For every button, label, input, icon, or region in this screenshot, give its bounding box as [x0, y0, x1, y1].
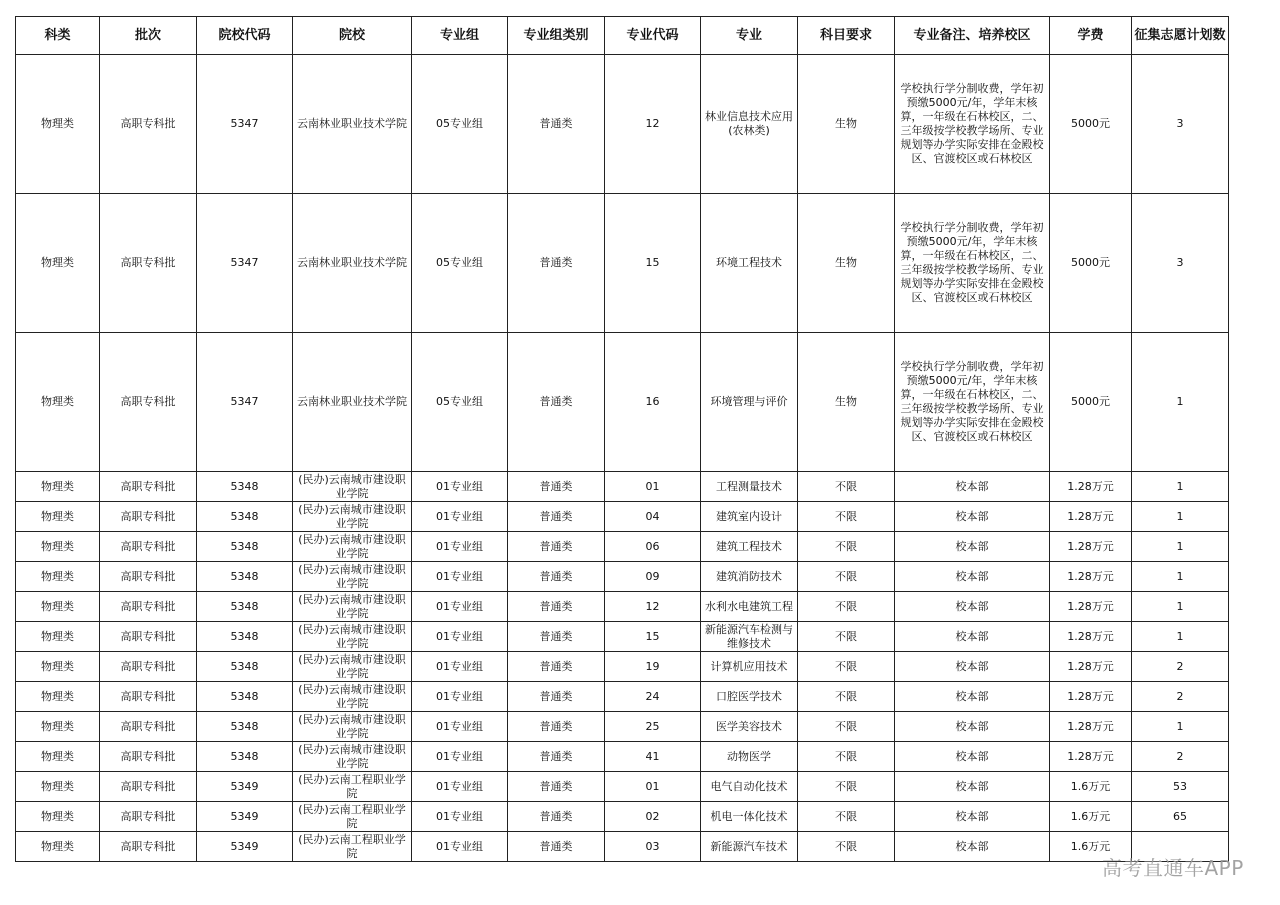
tuition-cell: 1.28万元 — [1050, 742, 1132, 772]
major-cell: 林业信息技术应用(农林类) — [701, 55, 798, 194]
subject-category-cell: 物理类 — [16, 55, 100, 194]
batch-cell: 高职专科批 — [100, 682, 197, 712]
major-cell: 计算机应用技术 — [701, 652, 798, 682]
school-code-cell: 5349 — [197, 832, 293, 862]
group-type-cell: 普通类 — [508, 802, 605, 832]
plan-count-cell: 65 — [1132, 802, 1229, 832]
major-cell: 环境工程技术 — [701, 194, 798, 333]
major-cell: 新能源汽车技术 — [701, 832, 798, 862]
remarks-campus-cell: 学校执行学分制收费，学年初预缴5000元/年，学年末核算，一年级在石林校区，二、三年级按学校教学场所、专业规划等办学实际安排在金殿校区、官渡校区或石林校区 — [895, 194, 1050, 333]
major-cell: 环境管理与评价 — [701, 333, 798, 472]
subject-category-cell: 物理类 — [16, 333, 100, 472]
subject-category-cell: 物理类 — [16, 712, 100, 742]
tuition-cell: 1.28万元 — [1050, 622, 1132, 652]
tuition-cell: 1.28万元 — [1050, 652, 1132, 682]
school-code-cell: 5348 — [197, 502, 293, 532]
major-code-cell: 19 — [605, 652, 701, 682]
school-code-cell: 5348 — [197, 562, 293, 592]
remarks-campus-cell: 学校执行学分制收费，学年初预缴5000元/年，学年末核算，一年级在石林校区，二、三年级按学校教学场所、专业规划等办学实际安排在金殿校区、官渡校区或石林校区 — [895, 55, 1050, 194]
major-group-cell: 01专业组 — [412, 562, 508, 592]
tuition-cell: 1.28万元 — [1050, 712, 1132, 742]
school-code-cell: 5349 — [197, 802, 293, 832]
subject-requirement-cell: 不限 — [798, 712, 895, 742]
table-row — [16, 652, 1229, 682]
remarks-campus-cell: 校本部 — [895, 832, 1050, 862]
tuition-cell: 1.28万元 — [1050, 532, 1132, 562]
school-code-cell: 5348 — [197, 622, 293, 652]
major-group-cell: 01专业组 — [412, 502, 508, 532]
remarks-campus-cell: 校本部 — [895, 802, 1050, 832]
group-type-cell: 普通类 — [508, 652, 605, 682]
enrollment-plan-table — [15, 16, 1229, 862]
table-row — [16, 333, 1229, 472]
table-row — [16, 592, 1229, 622]
subject-category-cell: 物理类 — [16, 772, 100, 802]
remarks-campus-cell: 校本部 — [895, 592, 1050, 622]
col-batch-header: 批次 — [100, 17, 197, 55]
col-school-code-header: 院校代码 — [197, 17, 293, 55]
remarks-campus-cell: 校本部 — [895, 742, 1050, 772]
group-type-cell: 普通类 — [508, 562, 605, 592]
major-code-cell: 01 — [605, 472, 701, 502]
remarks-campus-cell: 校本部 — [895, 652, 1050, 682]
school-cell: (民办)云南城市建设职业学院 — [293, 562, 412, 592]
remarks-campus-cell: 校本部 — [895, 562, 1050, 592]
remarks-campus-cell: 学校执行学分制收费，学年初预缴5000元/年，学年末核算，一年级在石林校区，二、三年级按学校教学场所、专业规划等办学实际安排在金殿校区、官渡校区或石林校区 — [895, 333, 1050, 472]
batch-cell: 高职专科批 — [100, 802, 197, 832]
school-cell: 云南林业职业技术学院 — [293, 194, 412, 333]
subject-requirement-cell: 不限 — [798, 802, 895, 832]
major-cell: 动物医学 — [701, 742, 798, 772]
group-type-cell: 普通类 — [508, 194, 605, 333]
major-code-cell: 03 — [605, 832, 701, 862]
subject-requirement-cell: 生物 — [798, 55, 895, 194]
school-code-cell: 5349 — [197, 772, 293, 802]
subject-category-cell: 物理类 — [16, 502, 100, 532]
table-row — [16, 194, 1229, 333]
batch-cell: 高职专科批 — [100, 592, 197, 622]
remarks-campus-cell: 校本部 — [895, 682, 1050, 712]
major-group-cell: 01专业组 — [412, 472, 508, 502]
table-row — [16, 472, 1229, 502]
major-group-cell: 01专业组 — [412, 652, 508, 682]
school-cell: (民办)云南工程职业学院 — [293, 802, 412, 832]
group-type-cell: 普通类 — [508, 472, 605, 502]
major-code-cell: 41 — [605, 742, 701, 772]
remarks-campus-cell: 校本部 — [895, 712, 1050, 742]
tuition-cell: 1.6万元 — [1050, 802, 1132, 832]
major-code-cell: 04 — [605, 502, 701, 532]
group-type-cell: 普通类 — [508, 532, 605, 562]
col-subject-requirement-header: 科目要求 — [798, 17, 895, 55]
major-cell: 医学美容技术 — [701, 712, 798, 742]
major-group-cell: 01专业组 — [412, 532, 508, 562]
school-code-cell: 5348 — [197, 652, 293, 682]
school-cell: (民办)云南工程职业学院 — [293, 832, 412, 862]
group-type-cell: 普通类 — [508, 502, 605, 532]
batch-cell: 高职专科批 — [100, 562, 197, 592]
subject-requirement-cell: 不限 — [798, 682, 895, 712]
tuition-cell: 1.28万元 — [1050, 502, 1132, 532]
remarks-campus-cell: 校本部 — [895, 622, 1050, 652]
school-cell: 云南林业职业技术学院 — [293, 55, 412, 194]
col-tuition-header: 学费 — [1050, 17, 1132, 55]
table-row — [16, 802, 1229, 832]
major-code-cell: 15 — [605, 194, 701, 333]
col-major-group-header: 专业组 — [412, 17, 508, 55]
major-cell: 新能源汽车检测与维修技术 — [701, 622, 798, 652]
major-cell: 电气自动化技术 — [701, 772, 798, 802]
school-cell: (民办)云南城市建设职业学院 — [293, 652, 412, 682]
batch-cell: 高职专科批 — [100, 622, 197, 652]
tuition-cell: 5000元 — [1050, 333, 1132, 472]
batch-cell: 高职专科批 — [100, 742, 197, 772]
subject-category-cell: 物理类 — [16, 622, 100, 652]
major-group-cell: 01专业组 — [412, 622, 508, 652]
major-group-cell: 05专业组 — [412, 194, 508, 333]
school-code-cell: 5348 — [197, 532, 293, 562]
tuition-cell: 1.6万元 — [1050, 772, 1132, 802]
header-row — [16, 17, 1229, 55]
school-cell: (民办)云南城市建设职业学院 — [293, 622, 412, 652]
plan-count-cell: 1 — [1132, 592, 1229, 622]
col-remarks-campus-header: 专业备注、培养校区 — [895, 17, 1050, 55]
plan-count-cell: 2 — [1132, 682, 1229, 712]
subject-category-cell: 物理类 — [16, 562, 100, 592]
batch-cell: 高职专科批 — [100, 333, 197, 472]
group-type-cell: 普通类 — [508, 622, 605, 652]
batch-cell: 高职专科批 — [100, 194, 197, 333]
subject-category-cell: 物理类 — [16, 194, 100, 333]
major-group-cell: 01专业组 — [412, 832, 508, 862]
group-type-cell: 普通类 — [508, 742, 605, 772]
school-cell: (民办)云南城市建设职业学院 — [293, 742, 412, 772]
major-group-cell: 01专业组 — [412, 772, 508, 802]
table-row — [16, 502, 1229, 532]
remarks-campus-cell: 校本部 — [895, 532, 1050, 562]
plan-count-cell: 3 — [1132, 55, 1229, 194]
plan-count-cell: 1 — [1132, 333, 1229, 472]
tuition-cell: 1.28万元 — [1050, 472, 1132, 502]
major-code-cell: 01 — [605, 772, 701, 802]
school-code-cell: 5347 — [197, 194, 293, 333]
school-cell: (民办)云南城市建设职业学院 — [293, 502, 412, 532]
subject-requirement-cell: 不限 — [798, 622, 895, 652]
subject-requirement-cell: 不限 — [798, 562, 895, 592]
school-cell: (民办)云南城市建设职业学院 — [293, 532, 412, 562]
remarks-campus-cell: 校本部 — [895, 472, 1050, 502]
subject-requirement-cell: 不限 — [798, 592, 895, 622]
tuition-cell: 1.28万元 — [1050, 562, 1132, 592]
table-row — [16, 772, 1229, 802]
group-type-cell: 普通类 — [508, 55, 605, 194]
table-body — [16, 55, 1229, 862]
col-subject-category-header: 科类 — [16, 17, 100, 55]
batch-cell: 高职专科批 — [100, 55, 197, 194]
table-row — [16, 742, 1229, 772]
col-major-header: 专业 — [701, 17, 798, 55]
major-group-cell: 01专业组 — [412, 742, 508, 772]
major-code-cell: 25 — [605, 712, 701, 742]
col-school-header: 院校 — [293, 17, 412, 55]
table-row — [16, 562, 1229, 592]
school-cell: 云南林业职业技术学院 — [293, 333, 412, 472]
major-cell: 建筑消防技术 — [701, 562, 798, 592]
major-cell: 口腔医学技术 — [701, 682, 798, 712]
major-code-cell: 09 — [605, 562, 701, 592]
table-row — [16, 832, 1229, 862]
major-code-cell: 12 — [605, 55, 701, 194]
school-code-cell: 5348 — [197, 712, 293, 742]
plan-count-cell: 3 — [1132, 194, 1229, 333]
subject-category-cell: 物理类 — [16, 472, 100, 502]
subject-requirement-cell: 生物 — [798, 194, 895, 333]
school-code-cell: 5348 — [197, 682, 293, 712]
batch-cell: 高职专科批 — [100, 712, 197, 742]
group-type-cell: 普通类 — [508, 832, 605, 862]
batch-cell: 高职专科批 — [100, 652, 197, 682]
watermark: 高考直通车APP — [1102, 856, 1244, 880]
tuition-cell: 1.28万元 — [1050, 682, 1132, 712]
group-type-cell: 普通类 — [508, 592, 605, 622]
subject-requirement-cell: 不限 — [798, 772, 895, 802]
major-cell: 水利水电建筑工程 — [701, 592, 798, 622]
subject-requirement-cell: 生物 — [798, 333, 895, 472]
school-code-cell: 5348 — [197, 592, 293, 622]
major-cell: 建筑工程技术 — [701, 532, 798, 562]
school-code-cell: 5347 — [197, 333, 293, 472]
table-row — [16, 532, 1229, 562]
group-type-cell: 普通类 — [508, 333, 605, 472]
remarks-campus-cell: 校本部 — [895, 772, 1050, 802]
plan-count-cell: 1 — [1132, 502, 1229, 532]
major-code-cell: 02 — [605, 802, 701, 832]
school-code-cell: 5348 — [197, 742, 293, 772]
school-cell: (民办)云南城市建设职业学院 — [293, 682, 412, 712]
school-code-cell: 5347 — [197, 55, 293, 194]
major-code-cell: 15 — [605, 622, 701, 652]
major-group-cell: 05专业组 — [412, 55, 508, 194]
subject-category-cell: 物理类 — [16, 532, 100, 562]
remarks-campus-cell: 校本部 — [895, 502, 1050, 532]
group-type-cell: 普通类 — [508, 682, 605, 712]
major-code-cell: 12 — [605, 592, 701, 622]
batch-cell: 高职专科批 — [100, 472, 197, 502]
school-cell: (民办)云南工程职业学院 — [293, 772, 412, 802]
plan-count-cell: 1 — [1132, 532, 1229, 562]
subject-category-cell: 物理类 — [16, 652, 100, 682]
plan-count-cell: 1 — [1132, 712, 1229, 742]
subject-category-cell: 物理类 — [16, 682, 100, 712]
school-cell: (民办)云南城市建设职业学院 — [293, 592, 412, 622]
major-code-cell: 16 — [605, 333, 701, 472]
batch-cell: 高职专科批 — [100, 832, 197, 862]
major-group-cell: 01专业组 — [412, 802, 508, 832]
group-type-cell: 普通类 — [508, 772, 605, 802]
subject-requirement-cell: 不限 — [798, 742, 895, 772]
subject-requirement-cell: 不限 — [798, 652, 895, 682]
table-header — [16, 17, 1229, 55]
school-code-cell: 5348 — [197, 472, 293, 502]
table-row — [16, 622, 1229, 652]
major-group-cell: 01专业组 — [412, 712, 508, 742]
subject-requirement-cell: 不限 — [798, 832, 895, 862]
tuition-cell: 1.6万元 — [1050, 832, 1132, 862]
major-cell: 建筑室内设计 — [701, 502, 798, 532]
tuition-cell: 5000元 — [1050, 194, 1132, 333]
plan-count-cell: 2 — [1132, 742, 1229, 772]
subject-category-cell: 物理类 — [16, 802, 100, 832]
major-code-cell: 24 — [605, 682, 701, 712]
batch-cell: 高职专科批 — [100, 772, 197, 802]
plan-count-cell: 1 — [1132, 562, 1229, 592]
tuition-cell: 1.28万元 — [1050, 592, 1132, 622]
subject-requirement-cell: 不限 — [798, 472, 895, 502]
col-group-type-header: 专业组类别 — [508, 17, 605, 55]
col-plan-count-header: 征集志愿计划数 — [1132, 17, 1229, 55]
major-cell: 工程测量技术 — [701, 472, 798, 502]
plan-count-cell: 1 — [1132, 472, 1229, 502]
major-group-cell: 05专业组 — [412, 333, 508, 472]
subject-requirement-cell: 不限 — [798, 502, 895, 532]
major-group-cell: 01专业组 — [412, 592, 508, 622]
table-row — [16, 712, 1229, 742]
plan-count-cell: 53 — [1132, 772, 1229, 802]
subject-category-cell: 物理类 — [16, 742, 100, 772]
batch-cell: 高职专科批 — [100, 532, 197, 562]
tuition-cell: 5000元 — [1050, 55, 1132, 194]
major-group-cell: 01专业组 — [412, 682, 508, 712]
table-row — [16, 682, 1229, 712]
subject-requirement-cell: 不限 — [798, 532, 895, 562]
school-cell: (民办)云南城市建设职业学院 — [293, 472, 412, 502]
major-code-cell: 06 — [605, 532, 701, 562]
subject-category-cell: 物理类 — [16, 592, 100, 622]
major-cell: 机电一体化技术 — [701, 802, 798, 832]
subject-category-cell: 物理类 — [16, 832, 100, 862]
batch-cell: 高职专科批 — [100, 502, 197, 532]
col-major-code-header: 专业代码 — [605, 17, 701, 55]
table-row — [16, 55, 1229, 194]
plan-count-cell: 1 — [1132, 622, 1229, 652]
group-type-cell: 普通类 — [508, 712, 605, 742]
school-cell: (民办)云南城市建设职业学院 — [293, 712, 412, 742]
plan-count-cell: 2 — [1132, 652, 1229, 682]
